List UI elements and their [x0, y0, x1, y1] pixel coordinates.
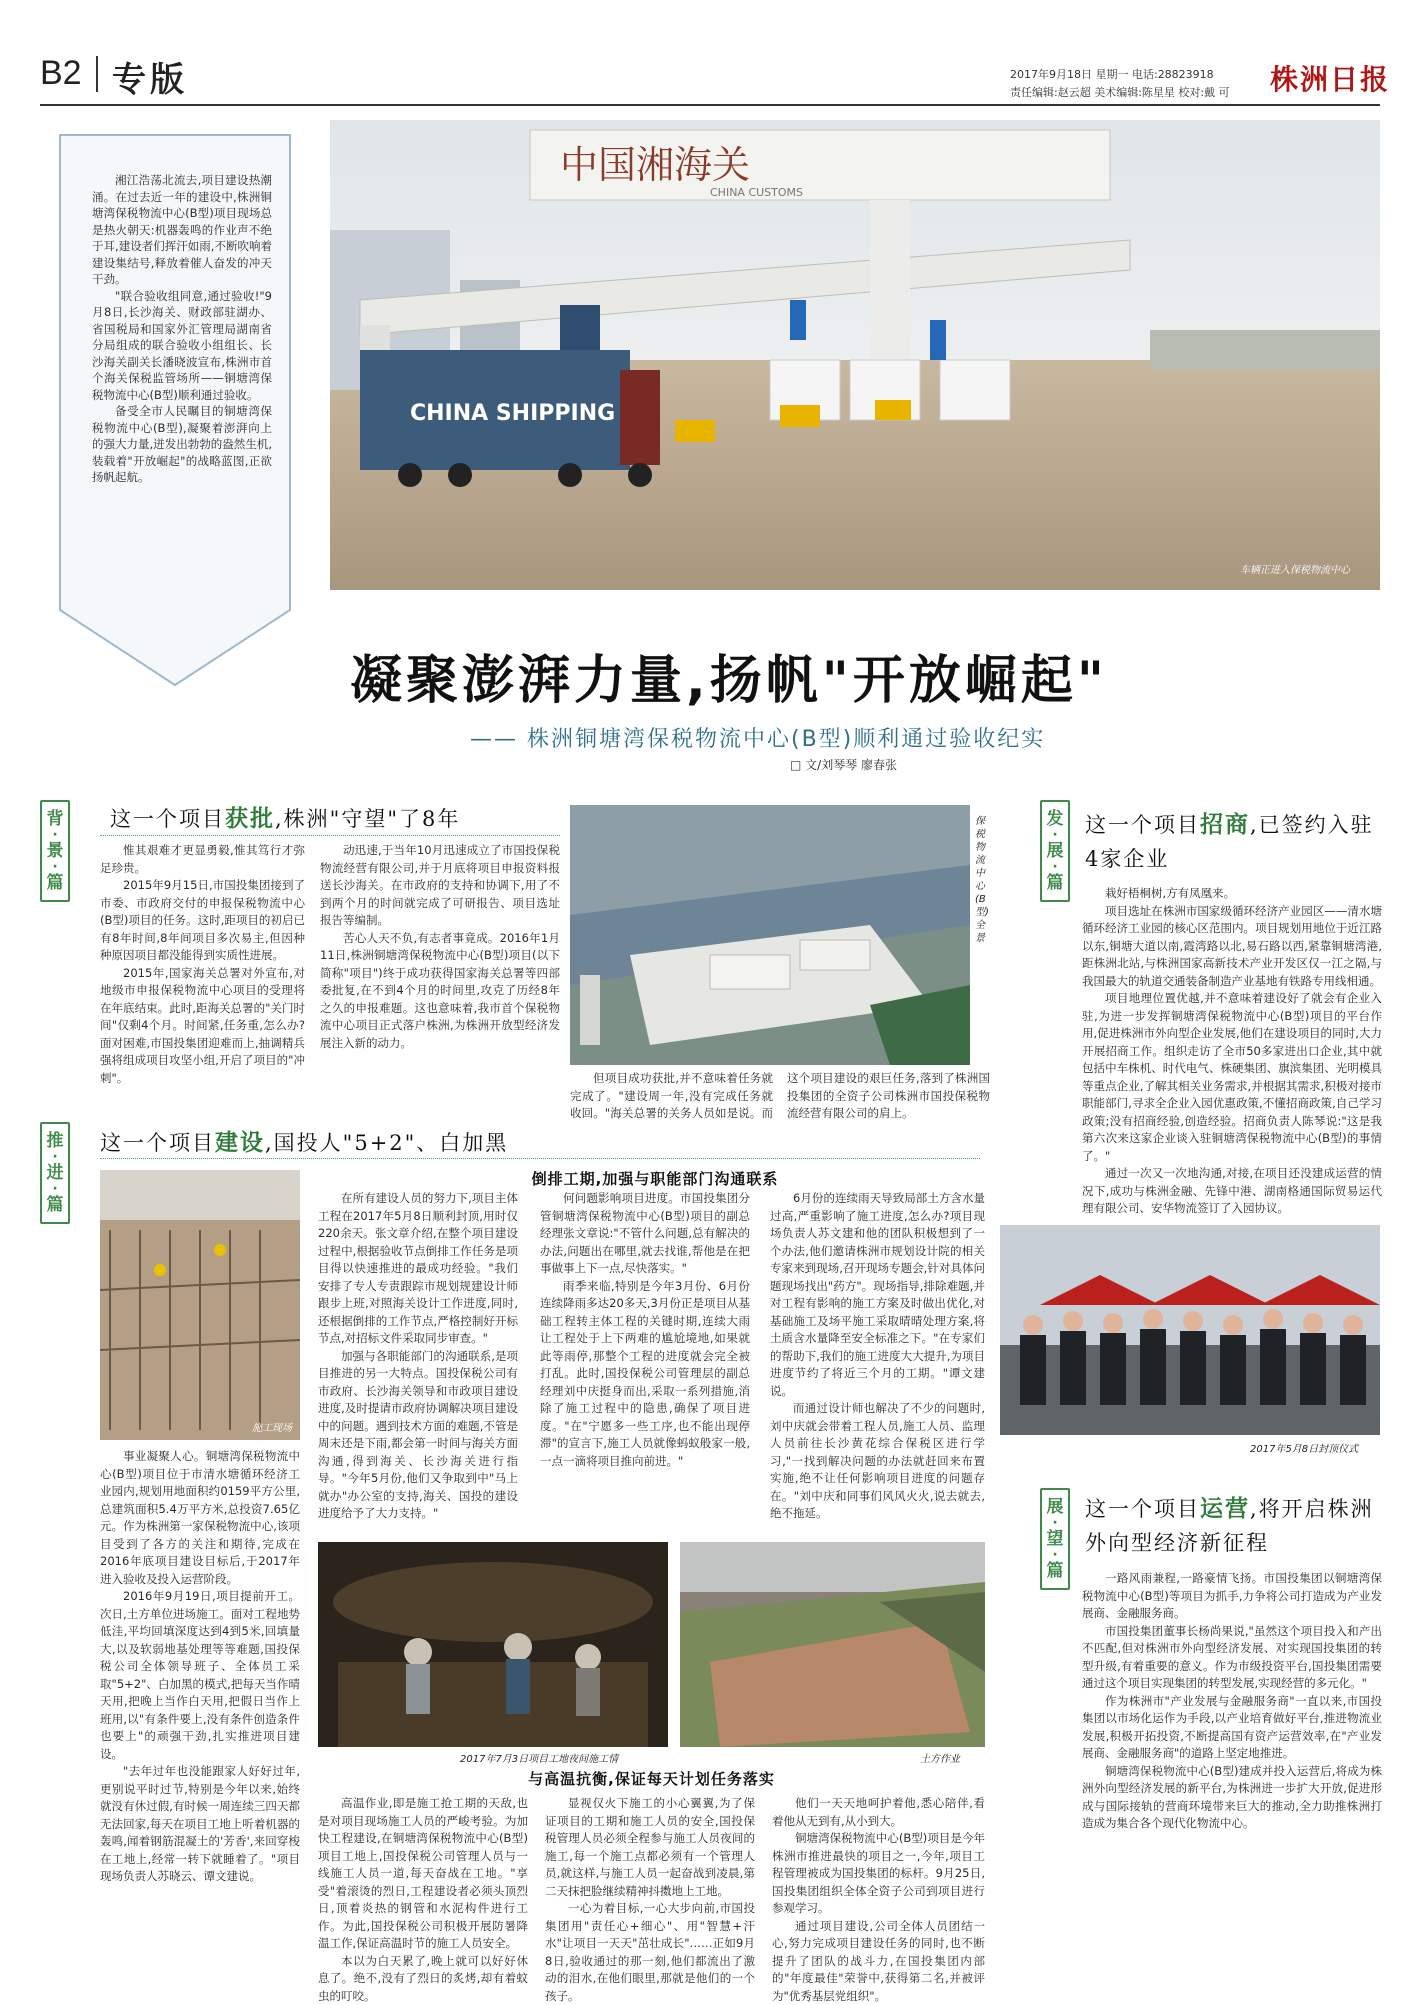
bg-paragraph: 苦心人天不负,有志者事竟成。2016年1月11日,株洲铜塘湾保税物流中心(B型)项目(以下简称"项目")终于成功获得国家海关总署等四部委批复,在不到4个月的时间里,攻克了历经8年之久的申报难题。这也意味着,我市首个保税物流中心项目正式落户株洲,为株洲开放型经济发展注入新的动力。 — [320, 930, 560, 1053]
push-paragraph: 在所有建设人员的努力下,项目主体工程在2017年5月8日顺利封顶,用时仅220余天。张文章介绍,在整个项目建设过程中,根据验收节点倒排工作任务是项目得以快速推进的最成功经验。"我们安排了专人专责跟踪市规划规建设计师跟步上班,对照海关设计工作进度,同时,还根据倒排的工作节点,严格控制好开标节点,对招标文件采取同步审查。" — [318, 1190, 518, 1348]
head-highlight: 运营 — [1200, 1495, 1250, 1522]
section-push-head — [100, 1124, 508, 1157]
push-paragraph: 2016年9月19日,项目提前开工。次日,土方单位进场施工。面对工程地势低洼,平均回填深度达到4到5米,回填量大,以及软弱地基处理等等难题,国投保税公司全体领导班子、全体员工采取"5+2"、白加黑的模式,把每天当作晴天用,把晚上当作白天用,把假日当作上班用,以"有条件要上,没有条件创造条件也要上"的顽强干劲,扎实推进项目建设。 — [100, 1588, 300, 1763]
push-photo-3 — [680, 1542, 985, 1747]
construction-illustration — [100, 1170, 300, 1440]
date-line: 2017年9月18日 星期一 电话:28823918 — [1010, 66, 1214, 82]
section-out-head — [1085, 1492, 1375, 1560]
push-paragraph: 加强与各职能部门的沟通联系,是项目推进的另一大特点。国投保税公司有市政府、长沙海关领导和市政项目建设进度,及时提请市政府协调解决项目建设中的问题。遇到技术方面的难题,不管是周末还是下雨,都会第一时间与海关方面沟通,得到海关、长沙海关进行指导。"今年5月份,他们又争取到中"马上就办"办公室的支持,海关、国投的建设进度给予了大力支持。" — [318, 1348, 518, 1523]
push-paragraph: 而通过设计师也解决了不少的问题时,刘中庆就会带着工程人员,施工人员、监理人员前往长沙黄花综合保税区进行学习,"一找到解决问题的办法就赶回来布置实施,绝不让任何影响项目进度的问题存在。"刘中庆和同事们风风火火,说去就去,绝不拖延。 — [770, 1400, 985, 1523]
gate-sign-text: 中国湘海关 — [560, 143, 750, 187]
tag-char: 推 — [47, 1131, 64, 1151]
push-paragraph: 通过项目建设,公司全体人员团结一心,努力完成项目建设任务的同时,也不断提升了团队的战斗力,在国投集团内部的"年度最佳"荣誉中,获得第二名,并被评为"优秀基层党组织"。 — [772, 1918, 985, 2005]
editors-line: 责任编辑:赵云超 美术编辑:陈星星 校对:戴 可 — [1010, 84, 1230, 100]
intro-paragraph: 备受全市人民瞩目的铜塘湾保税物流中心(B型),凝聚着澎湃向上的强大力量,迸发出勃勃的盎然生机,装载着"开放崛起"的战略蓝图,正欲扬帆起航。 — [92, 403, 272, 486]
bg-photo — [570, 805, 970, 1065]
customs-gate-illustration — [330, 120, 1380, 590]
out-paragraph: 市国投集团董事长杨尚果说,"虽然这个项目投入和产出不匹配,但对株洲市外向型经济发展、对实现国投集团的转型升级,有着重要的意义。作为市级投资平台,国投集团需要通过这个项目实现集团的转型发展,实现经营的多元化。" — [1082, 1623, 1382, 1693]
tag-dot: · — [42, 1152, 68, 1162]
section-dev-head — [1085, 808, 1375, 876]
dev-column — [1082, 885, 1382, 1218]
head-text: ,将开启株洲外向型经济新征程 — [1085, 1497, 1374, 1555]
push-bottom-column-2 — [545, 1795, 755, 2005]
dev-paragraph: 项目地理位置优越,并不意味着建设好了就会有企业入驻,为进一步发挥铜塘湾保税物流中心(B型)项目的平台作用,促进株洲市外向型企业发展,他们在建设项目的同时,大力开展招商工作。组织走访了全市50多家进出口企业,其中就包括中车株机、时代电气、株硬集团、旗滨集团、光明模具等重点企业,了解其相关业务需求,并根据其需求,积极对接市职能部门,寻求全企业入园优惠政策,不懂招商政策,自己学习政策;没有招商经验,创造经验。招商负责人陈琴说:"这是我第六次来这家企业谈入驻铜塘湾保税物流中心(B型)的事情了。" — [1082, 990, 1382, 1165]
head-highlight: 建设 — [215, 1129, 265, 1156]
sub-title: —— 株洲铜塘湾保税物流中心(B型)顺利通过验收纪实 — [470, 722, 1045, 753]
push-paragraph: 高温作业,即是施工抢工期的天敌,也是对项目现场施工人员的严峻考验。为加快工程建设,在铜塘湾保税物流中心(B型)项目工地上,国投保税公司管理人员与一线施工人员一道,每天奋战在工地。"享受"着滚烫的烈日,工程建设者必须头顶烈日,顶着炎热的钢管和水泥构件进行工作。为此,国投保税公司积极开展防暑降温工作,保证高温时节的施工人员安全。 — [318, 1795, 528, 1953]
byline: □ 文/刘琴琴 廖春张 — [790, 756, 897, 773]
dev-photo-caption: 2017年5月8日封顶仪式 — [1250, 1440, 1358, 1455]
page-header — [0, 0, 1420, 110]
hero-photo — [330, 120, 1380, 590]
main-title: 凝聚澎湃力量,扬帆"开放崛起" — [350, 638, 1108, 713]
head-text: ,国投人"5+2"、白加黑 — [265, 1131, 508, 1155]
push-photo-3-caption: 土方作业 — [920, 1750, 960, 1765]
tag-char: 篇 — [47, 873, 64, 893]
head-text: ,已签约入驻4家企业 — [1085, 813, 1374, 871]
push-bottom-column-3 — [772, 1795, 985, 2005]
tag-char: 望 — [1047, 1529, 1064, 1549]
push-paragraph: 雨季来临,特别是今年3月份、6月份连续降雨多达20多天,3月份正是项目从基础工程转主体工程的关键时期,连续大雨让工程处于上下两难的尴尬境地,如果就此等雨停,那整个工程的进度就会完全被打乱。此时,国投保税公司管理层的副总经理刘中庆挺身而出,采取一系列措施,消除了施工过程中的隐患,确保了项目进度。"在"宁愿多一些工序,也不能出现停滞"的宣言下,施工人员就像蚂蚁般家一般,一点一滴将项目推向前进。" — [540, 1278, 750, 1471]
night-work-illustration — [318, 1542, 668, 1747]
header-rule — [40, 104, 1380, 106]
header-separator — [96, 56, 98, 92]
truck-text: CHINA SHIPPING — [410, 401, 615, 426]
bg-paragraph: 2015年9月15日,市国投集团接到了市委、市政府交付的申报保税物流中心(B型)项目的任务。这时,距项目的初启已有8年时间,8年间项目多次易主,但因种种原因项目都没能得到实质性进展。 — [100, 877, 305, 965]
push-subhead-2: 与高温抗衡,保证每天计划任务落实 — [318, 1768, 985, 1789]
dev-paragraph: 项目选址在株洲市国家级循环经济产业园区——清水塘循环经济工业园的核心区范围内。项目规划用地位于近江路以东,铜塘大道以南,霞湾路以北,易石路以西,紧靠铜塘湾港,距株洲北站,与株洲国家高新技术产业开发区仅一江之隔,与我国最大的轨道交通装备制造产业基地有铁路专用线相通。 — [1082, 903, 1382, 991]
tag-char: 进 — [47, 1163, 64, 1183]
bg-column-2 — [320, 842, 560, 1052]
section-title: 专版 — [112, 52, 188, 101]
paper-logo: 株洲日报 — [1270, 58, 1390, 98]
push-photo-1 — [100, 1170, 300, 1440]
push-photo-1-caption: 施工现场 — [252, 1419, 292, 1434]
bg-photo-caption: 保税物流中心(B型)全景 — [975, 815, 989, 945]
head-text: 这一个项目 — [110, 807, 225, 831]
push-column-3 — [540, 1190, 750, 1470]
out-paragraph: 作为株洲市"产业发展与金融服务商"一直以来,市国投集团以市场化运作为手段,以产业培育做好平台,推进物流业发展,积极开拓投资,不断提高国有资产运营效率,在"产业发展商、金融服务商"的道路上坚定地推进。 — [1082, 1693, 1382, 1763]
head-text: 这一个项目 — [1085, 1497, 1200, 1521]
tag-char: 背 — [47, 809, 64, 829]
tag-dot: · — [42, 1184, 68, 1194]
tag-dot: · — [42, 862, 68, 872]
tag-dot: · — [1042, 1518, 1068, 1528]
intro-text — [92, 172, 272, 486]
tag-background — [40, 800, 70, 902]
push-paragraph: 他们一天天地呵护着他,悉心陪伴,看着他从无到有,从小到大。 — [772, 1795, 985, 1830]
head-text: 这一个项目 — [100, 1131, 215, 1155]
page-number: B2 — [40, 54, 82, 93]
bg-paragraph: 动迅速,于当年10月迅速成立了市国投保税物流经营有限公司,并于月底将项目申报资料报送长沙海关。在市政府的支持和协调下,用了不到两个月的时间就完成了可研报告、项目选址报告等编制。 — [320, 842, 560, 930]
head-highlight: 招商 — [1200, 811, 1250, 838]
push-paragraph: 显视仅火下施工的小心翼翼,为了保证项目的工期和施工人员的安全,国投保税管理人员必须全程参与施工人员夜间的施工,每一个施工点都必须有一个管理人员,就这样,与施工人员一起奋战到凌晨,第二天抹把脸继续精神抖擞地上工地。 — [545, 1795, 755, 1900]
push-bottom-column-1 — [318, 1795, 528, 2005]
push-paragraph: 一心为着目标,一心大步向前,市国投集团用"责任心+细心"、用"智慧+汗水"让项目一天天"茁壮成长"……正如9月8日,验收通过的那一刻,他们都流出了激动的泪水,在他们眼里,那就是他们的一个孩子。 — [545, 1900, 755, 2005]
tag-dot: · — [1042, 1550, 1068, 1560]
head-text: ,株洲"守望"了8年 — [275, 807, 460, 831]
push-paragraph: 何问题影响项目进度。市国投集团分管铜塘湾保税物流中心(B型)项目的副总经理张文章说:"不管什么问题,总有解决的办法,问题出在哪里,就去找谁,帮他是在把事做事上下一点,尽快落实。" — [540, 1190, 750, 1278]
push-photo-2 — [318, 1542, 668, 1747]
tag-dot: · — [1042, 862, 1068, 872]
out-paragraph: 一路风雨兼程,一路豪情飞扬。市国投集团以铜塘湾保税物流中心(B型)等项目为抓手,力争将公司打造成为产业发展商、金融服务商。 — [1082, 1570, 1382, 1623]
out-column — [1082, 1570, 1382, 1833]
tag-char: 篇 — [47, 1195, 64, 1215]
push-subhead-1: 倒排工期,加强与职能部门沟通联系 — [330, 1168, 980, 1189]
bg-paragraph: 惟其艰难才更显勇毅,惟其笃行才弥足珍贵。 — [100, 842, 305, 877]
tag-development — [1040, 800, 1070, 902]
ceremony-illustration — [1000, 1225, 1380, 1435]
section-bg-head — [110, 800, 460, 833]
tag-char: 展 — [1047, 1497, 1064, 1517]
head-text: 这一个项目 — [1085, 813, 1200, 837]
push-column-2 — [318, 1190, 518, 1523]
divider — [100, 1158, 980, 1159]
earthwork-illustration — [680, 1542, 985, 1747]
push-paragraph: 6月份的连续雨天导致局部土方含水量过高,严重影响了施工进度,怎么办?项目现场负责人苏文建和他的团队积极想到了一个办法,他们邀请株洲市规划设计院的相关专家来到现场,召开现场专题会,针对具体问题现场找出"药方"。现场指导,排除难题,并对工程有影响的施工方案及时做出优化,对基础施工及场平施工采取晴晴处理方案,将土质含水量降至安全标准之下。"在专家们的帮助下,我们的施工进度大大提升,为项目进度节约了将近三个月的工期。"谭文建说。 — [770, 1190, 985, 1400]
head-highlight: 获批 — [225, 805, 275, 832]
out-paragraph: 铜塘湾保税物流中心(B型)建成并投入运营后,将成为株洲外向型经济发展的新平台,为株洲进一步扩大开放,促进形成与国际接轨的营商环境带来巨大的推动,全力助推株洲打造成为集合各个现代化物流中心。 — [1082, 1763, 1382, 1833]
tag-dot: · — [1042, 830, 1068, 840]
dev-photo — [1000, 1225, 1380, 1435]
tag-char: 篇 — [1047, 873, 1064, 893]
push-paragraph: 铜塘湾保税物流中心(B型)项目是今年株洲市推进最快的项目之一,今年,项目工程管理被成为国投集团的标杆。9月25日,国投集团组织全体全资子公司到项目进行参观学习。 — [772, 1830, 985, 1918]
push-paragraph: 事业凝聚人心。铜塘湾保税物流中心(B型)项目位于市清水塘循环经济工业园内,规划用地面积约0159平方公里,总建筑面积5.4万平方米,总投资7.65亿元。作为株洲第一家保税物流中心,该项目受到了各方的关注和期待,完成在2016年底项目建设目标后,于2017年进入验收及投入运营阶段。 — [100, 1448, 300, 1588]
tag-char: 篇 — [1047, 1561, 1064, 1581]
tag-char: 展 — [1047, 841, 1064, 861]
intro-paragraph: "联合验收组同意,通过验收!"9月8日,长沙海关、财政部驻湖办、省国税局和国家外汇管理局湖南省分局组成的联合验收小组组长、长沙海关副关长潘晓波宣布,株洲市首个海关保税监管场所——铜塘湾保税物流中心(B型)顺利通过验收。 — [92, 288, 272, 404]
bg-column-1 — [100, 842, 305, 1087]
tag-push — [40, 1122, 70, 1224]
gate-sub-text: CHINA CUSTOMS — [710, 186, 803, 199]
tag-dot: · — [42, 830, 68, 840]
push-paragraph: 本以为白天累了,晚上就可以好好休息了。绝不,没有了烈日的炙烤,却有着蚊虫的叮咬。 — [318, 1953, 528, 2005]
tag-char: 发 — [1047, 809, 1064, 829]
tag-outlook — [1040, 1488, 1070, 1590]
hero-caption: 车辆正进入保税物流中心 — [1240, 561, 1350, 576]
dev-paragraph: 栽好梧桐树,方有凤凰来。 — [1082, 885, 1382, 903]
bg-paragraph: 但项目成功获批,并不意味着任务就完成了。"建设周一年,没有完成任务就收回。"海关总署的关务人员如是说。而这个项目建设的艰巨任务,落到了株洲国投集团的全资子公司株洲市国投保税物流经营有限公司的肩上。 — [570, 1070, 990, 1123]
intro-paragraph: 湘江浩荡北流去,项目建设热潮涌。在过去近一年的建设中,株洲铜塘湾保税物流中心(B型)项目现场总是热火朝天:机器轰鸣的作业声不绝于耳,建设者们挥汗如雨,不断吹响着建设集结号,释放着催人奋发的冲天干劲。 — [92, 172, 272, 288]
bg-column-3 — [570, 1070, 990, 1123]
push-column-4 — [770, 1190, 985, 1523]
push-paragraph: "去年过年也没能跟家人好好过年,更别说平时过节,特别是今年以来,始终就没有休过假,有时候一周连续三四天都无法回家,每天在项目工地上听着机器的轰鸣,闻着钢筋混凝土的'芳香',来回穿梭在工地上,经常一转下就睡着了。"项目现场负责人苏晓云、谭文建说。 — [100, 1763, 300, 1886]
dev-paragraph: 通过一次又一次地沟通,对接,在项目还没建成运营的情况下,成功与株洲金融、先锋中港、湖南格通国际贸易运代理有限公司、安华物流签订了入园协议。 — [1082, 1165, 1382, 1218]
divider — [100, 835, 560, 836]
push-photo-2-caption: 2017年7月3日项目工地夜间施工情 — [460, 1750, 618, 1765]
push-column-1 — [100, 1448, 300, 1886]
tag-char: 景 — [47, 841, 64, 861]
aerial-illustration — [570, 805, 970, 1065]
bg-paragraph: 2015年,国家海关总署对外宣布,对地级市申报保税物流中心项目的受理将在年底结束。此时,距海关总署的"关门时间"仅剩4个月。时间紧,任务重,怎么办?面对困难,市国投集团迎难而上,抽调精兵强将组成项目攻坚小组,开启了项目的"冲刺"。 — [100, 965, 305, 1088]
